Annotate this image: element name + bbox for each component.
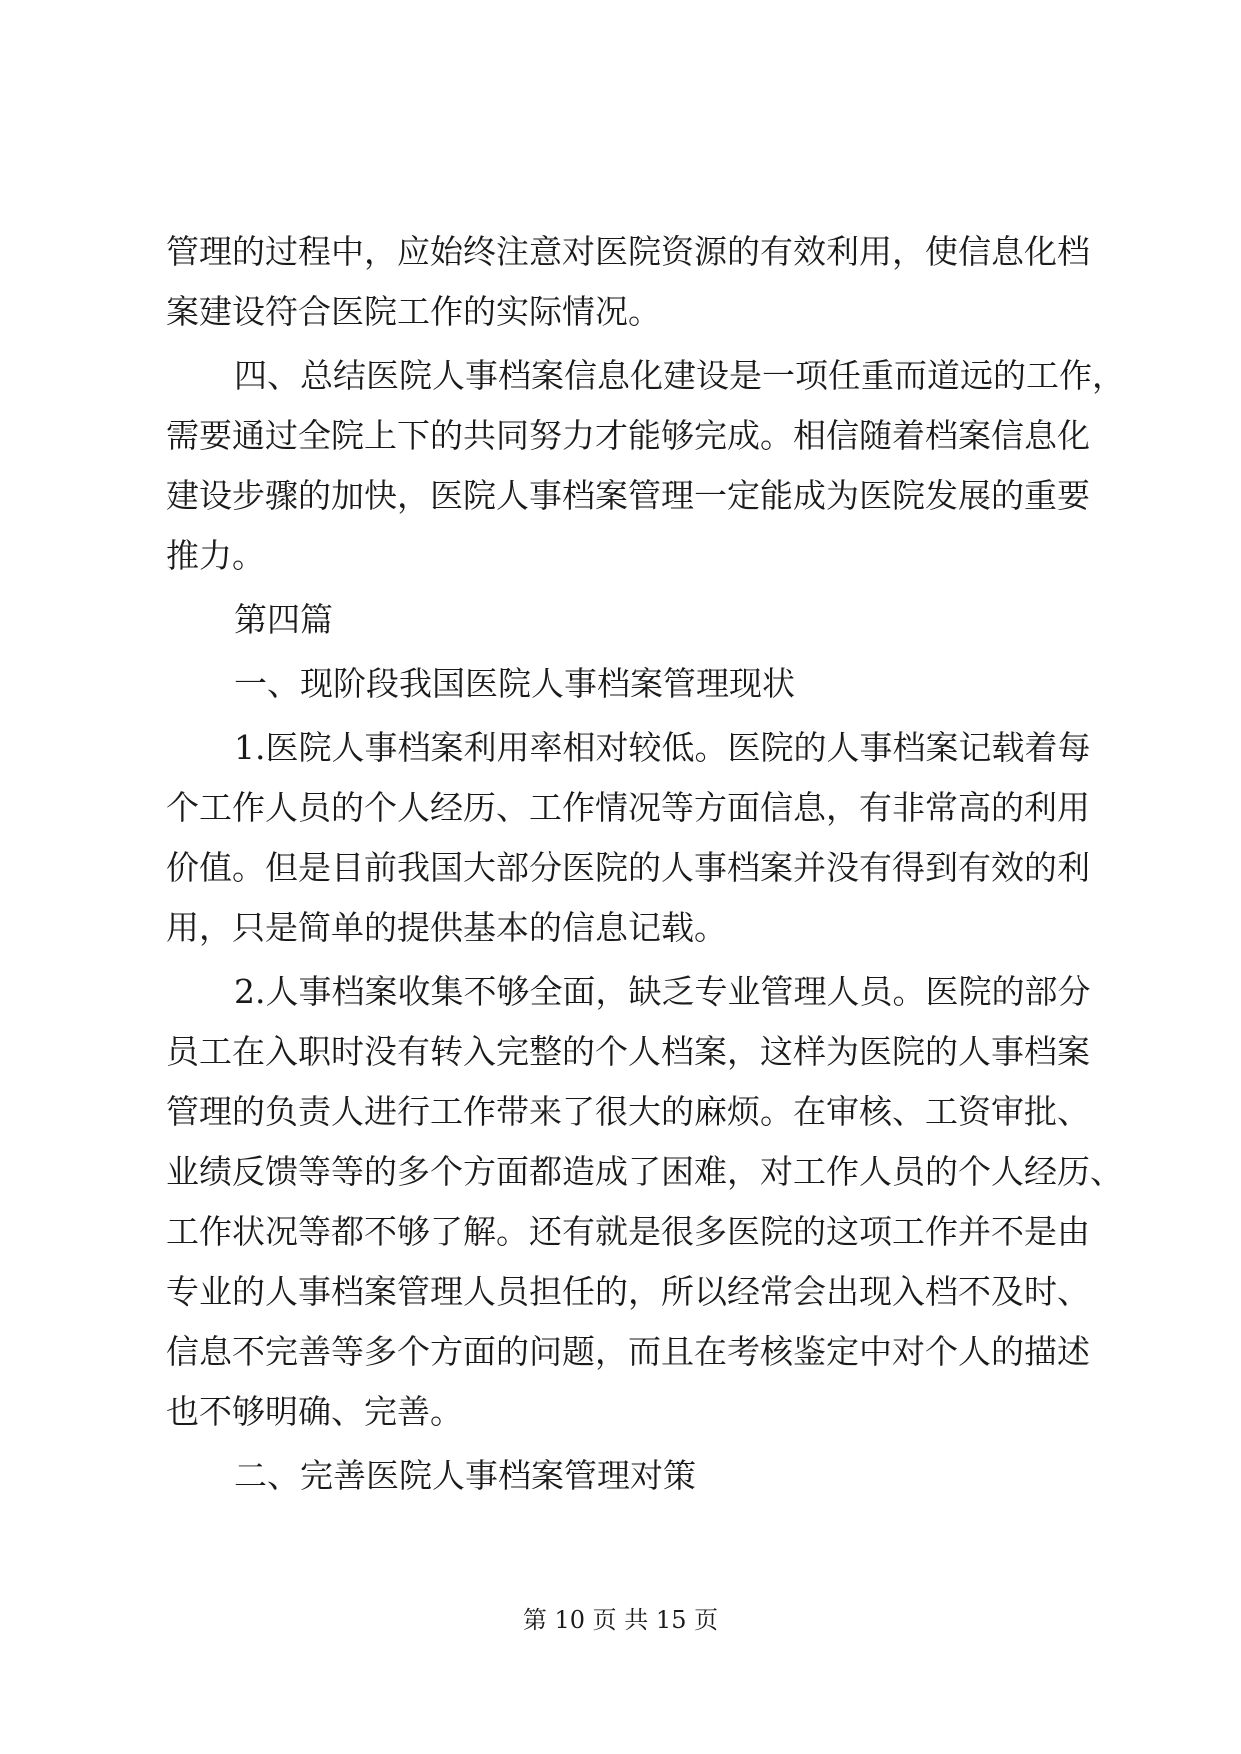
text-line: 管理的负责人进行工作带来了很大的麻烦。在审核、工资审批、 <box>166 1092 1090 1131</box>
body-text <box>166 222 1126 1506</box>
paragraph-start-line: 四、总结医院人事档案信息化建设是一项任重而道远的工作， <box>234 356 1125 395</box>
text-line: 工作状况等都不够了解。还有就是很多医院的这项工作并不是由 <box>166 1212 1090 1251</box>
text-line: 专业的人事档案管理人员担任的，所以经常会出现入档不及时、 <box>166 1272 1090 1311</box>
section-heading: 第四篇 <box>234 600 333 639</box>
text-line: 需要通过全院上下的共同努力才能够完成。相信随着档案信息化 <box>166 416 1090 455</box>
text-line: 也不够明确、完善。 <box>166 1392 463 1431</box>
text-line: 员工在入职时没有转入完整的个人档案，这样为医院的人事档案 <box>166 1032 1090 1071</box>
section-heading: 二、完善医院人事档案管理对策 <box>234 1456 696 1495</box>
text-line: 建设步骤的加快，医院人事档案管理一定能成为医院发展的重要 <box>166 476 1090 515</box>
text-line: 推力。 <box>166 536 265 575</box>
page-number-footer: 第 10 页 共 15 页 <box>522 1606 719 1634</box>
text-line: 案建设符合医院工作的实际情况。 <box>166 292 661 331</box>
text-line: 业绩反馈等等的多个方面都造成了困难，对工作人员的个人经历、 <box>166 1152 1123 1191</box>
text-line: 信息不完善等多个方面的问题，而且在考核鉴定中对个人的描述 <box>166 1332 1090 1371</box>
text-line: 用，只是简单的提供基本的信息记载。 <box>166 908 727 947</box>
text-line: 管理的过程中，应始终注意对医院资源的有效利用，使信息化档 <box>166 232 1090 271</box>
text-line: 价值。但是目前我国大部分医院的人事档案并没有得到有效的利 <box>166 848 1090 887</box>
text-line: 个工作人员的个人经历、工作情况等方面信息，有非常高的利用 <box>166 788 1090 827</box>
paragraph-start-line: 2.人事档案收集不够全面，缺乏专业管理人员。医院的部分 <box>234 972 1091 1011</box>
section-heading: 一、现阶段我国医院人事档案管理现状 <box>234 664 795 703</box>
paragraph-start-line: 1.医院人事档案利用率相对较低。医院的人事档案记载着每 <box>234 728 1091 767</box>
